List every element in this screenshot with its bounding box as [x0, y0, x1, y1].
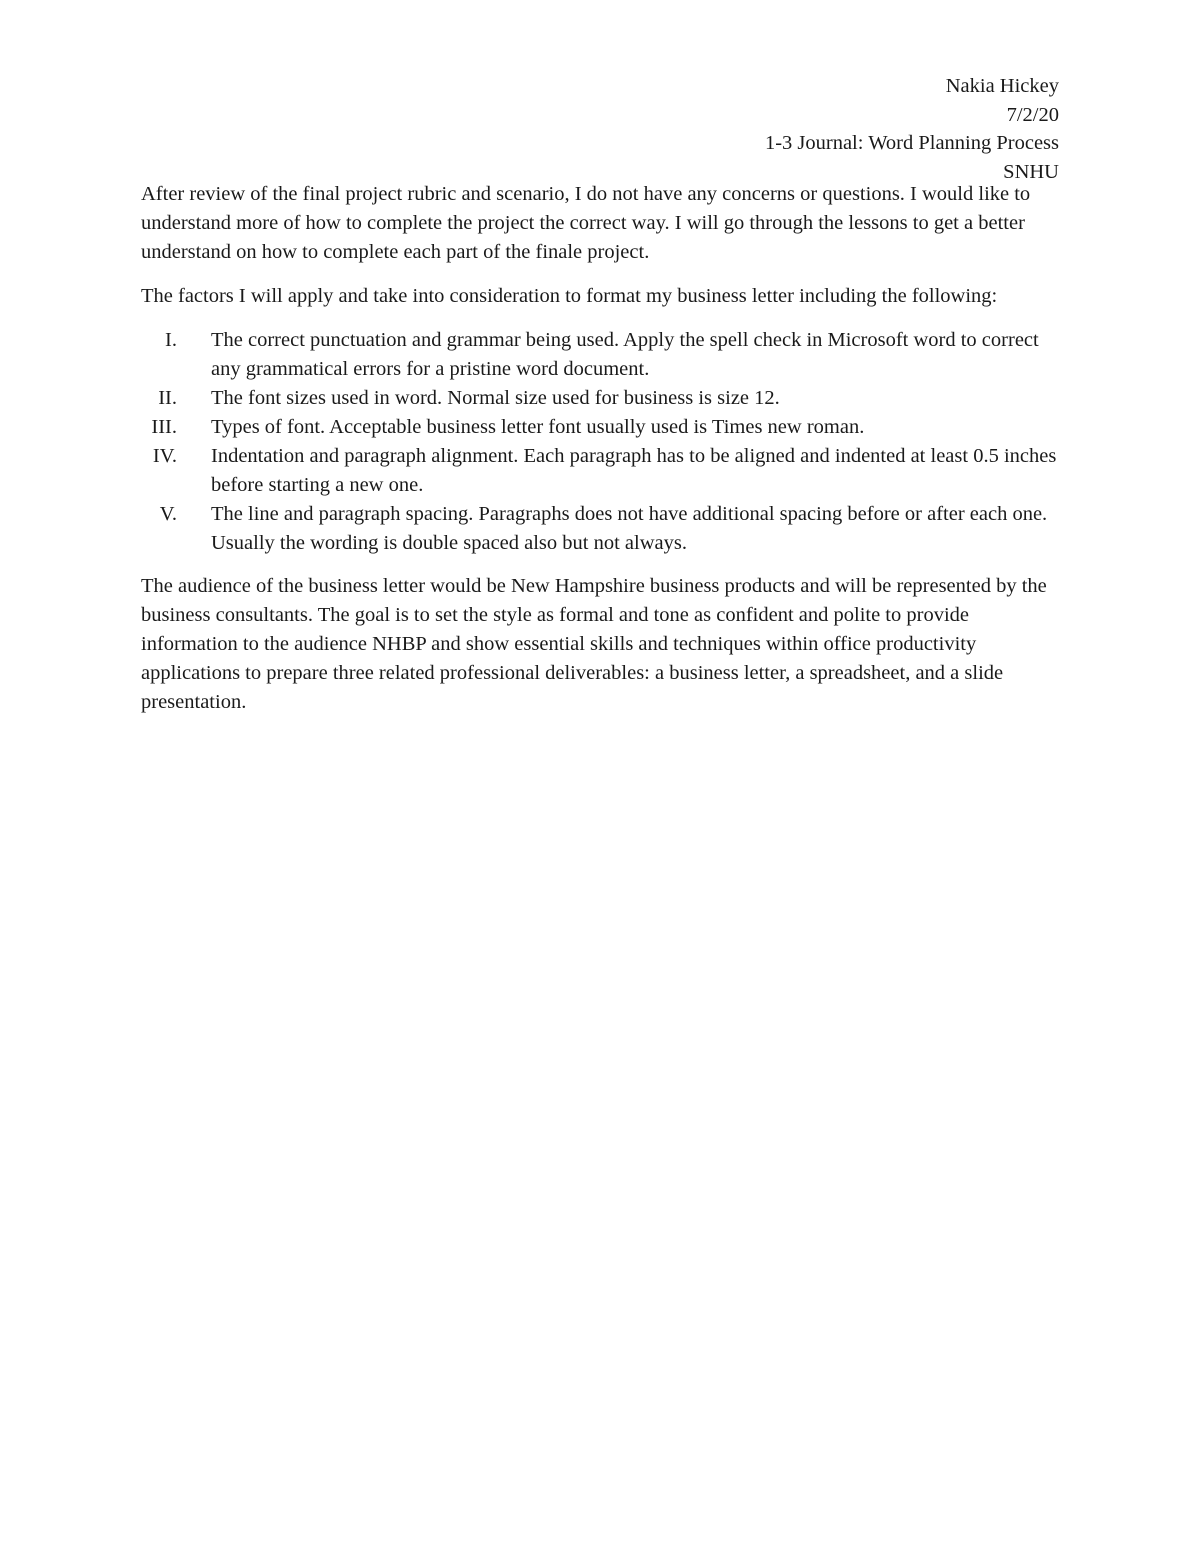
list-item [141, 500, 1061, 558]
body-paragraph-3: The audience of the business letter would be New Hampshire business products and will be represented by the business consultants. The goal is to set the style as formal and tone as confident and polite to provide information to the audience NHBP and show essential skills and techniques within office productivity applications to prepare three related professional deliverables: a business letter, a spreadsheet, and a slide presentation. [141, 575, 1047, 713]
list-item-text: The font sizes used in word. Normal size used for business is size 12. [211, 387, 780, 409]
document-date: 7/2/20 [1006, 103, 1059, 126]
body-paragraph-1: After review of the final project rubric and scenario, I do not have any concerns or questions. I would like to understand more of how to complete the project the correct way. I will go through the lessons to get a better understand on how to complete each part of the finale project. [141, 183, 1031, 263]
factors-list [141, 326, 1061, 558]
header-block [765, 72, 1059, 187]
list-item-text: Indentation and paragraph alignment. Each paragraph has to be aligned and indented at least 0.5 inches before starting a new one. [211, 445, 1057, 496]
author-name: Nakia Hickey [945, 75, 1059, 97]
list-numeral: I. [165, 329, 177, 351]
list-numeral: II. [158, 387, 177, 409]
list-item-text: Types of font. Acceptable business letter font usually used is Times new roman. [211, 416, 865, 438]
list-numeral: V. [159, 503, 177, 525]
body-paragraph-2: The factors I will apply and take into consideration to format my business letter including the following: [141, 285, 998, 307]
list-item [141, 384, 1061, 413]
institution-name: SNHU [1003, 161, 1059, 184]
list-item-text: The line and paragraph spacing. Paragraphs does not have additional spacing before or after each one. Usually the wording is double spaced also but not always. [211, 503, 1048, 554]
list-item [141, 442, 1061, 500]
document-title: 1-3 Journal: Word Planning Process [764, 132, 1059, 155]
list-item-text: The correct punctuation and grammar being used. Apply the spell check in Microsoft word to correct any grammatical errors for a pristine word document. [211, 329, 1039, 380]
list-item [141, 413, 1061, 442]
list-numeral: III. [151, 416, 177, 438]
list-item [141, 326, 1061, 384]
list-numeral: IV. [152, 445, 177, 467]
document-body [141, 180, 1061, 732]
